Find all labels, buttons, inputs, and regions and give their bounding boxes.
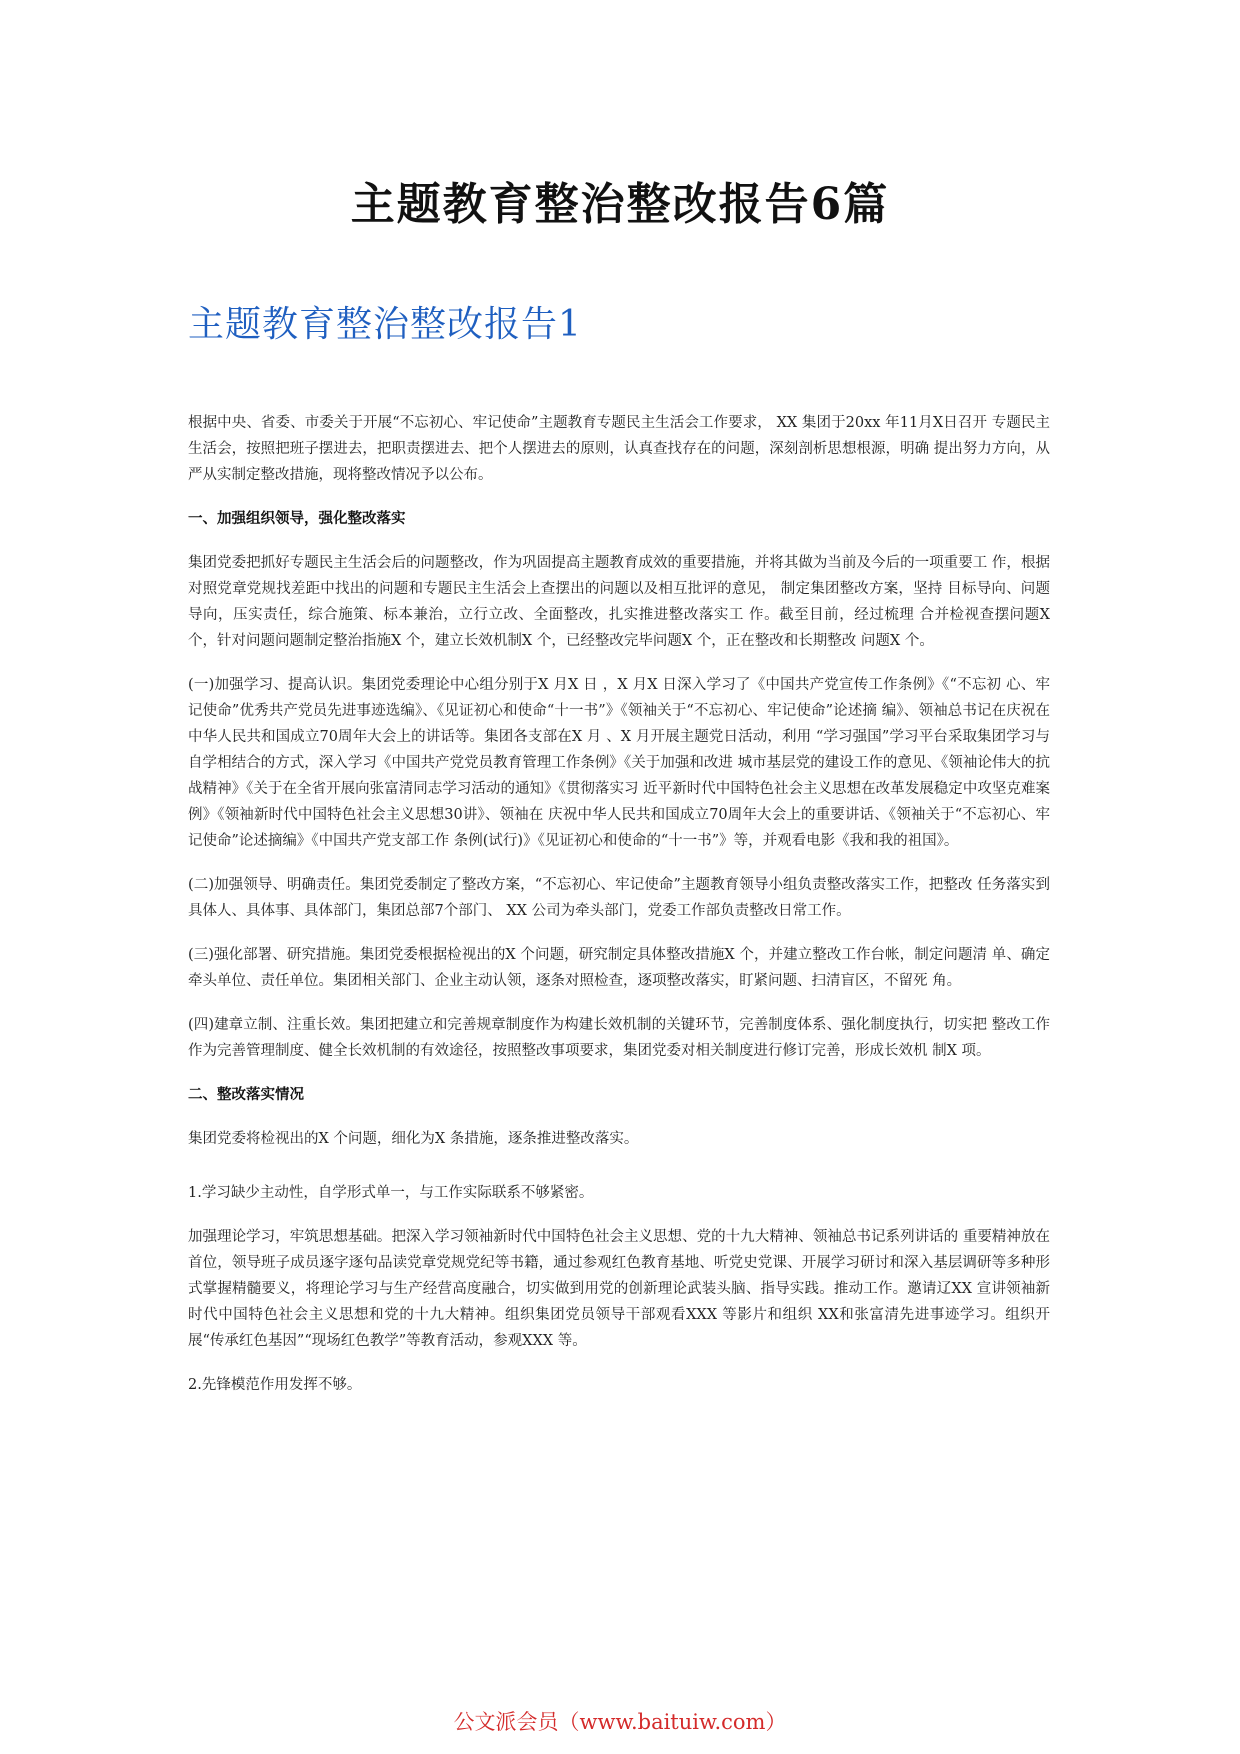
intro-paragraph: 根据中央、省委、市委关于开展“不忘初心、牢记使命”主题教育专题民主生活会工作要求， XX 集团于20xx 年11月X日召开 专题民主生活会，按照把班子摆进去，把职责摆进去、把个人摆进去的原则，认真查找存在的问题，深刻剖析思想根源，明确 提出努力方向，从严从实制定整改措施，现将整改情况予以公布。 (188, 415, 1050, 483)
paragraph-8: 加强理论学习，牢筑思想基础。把深入学习领袖新时代中国特色社会主义思想、党的十九大精神、领袖总书记系列讲话的 重要精神放在首位，领导班子成员逐字逐句品读党章党规党纪等书籍，通过参观红色教育基地、听党史党课、开展学习研讨和深入基层调研等多种形式掌握精髓要义，将理论学习与生产经营高度融合，切实做到用党的创新理论武装头脑、指导实践。推动工作。邀请辽XX 宣讲领袖新时代中国特色社会主义思想和党的十九大精神。组织集团党员领导干部观看XXX 等影片和组织 XX和张富清先进事迹学习。组织开展“传承红色基因”“现场红色教学”等教育活动，参观XXX 等。 (188, 1229, 1050, 1349)
section-heading-2: 二、整改落实情况 (188, 1087, 304, 1103)
document-title: 主题教育整治整改报告6篇 (350, 179, 890, 230)
section-heading-1: 一、加强组织领导，强化整改落实 (188, 511, 406, 527)
paragraph-3: (二)加强领导、明确责任。集团党委制定了整改方案，“不忘初心、牢记使命”主题教育领导小组负责整改落实工作，把整改 任务落实到具体人、具体事、具体部门，集团总部7个部门、 XX 公司为牵头部门，党委工作部负责整改日常工作。 (188, 877, 1050, 919)
document-body (188, 410, 1050, 1416)
paragraph-4: (三)强化部署、研究措施。集团党委根据检视出的X 个问题，研究制定具体整改措施X 个，并建立整改工作台帐，制定问题清 单、确定牵头单位、责任单位。集团相关部门、企业主动认领，逐条对照检查，逐项整改落实，盯紧问题、扫清盲区，不留死 角。 (188, 947, 1050, 989)
list-item-1: 1.学习缺少主动性，自学形式单一，与工作实际联系不够紧密。 (188, 1185, 594, 1201)
section-title: 主题教育整治整改报告1 (188, 304, 582, 345)
paragraph-6: 集团党委将检视出的X 个问题，细化为X 条措施，逐条推进整改落实。 (188, 1131, 639, 1147)
paragraph-2: (一)加强学习、提高认识。集团党委理论中心组分别于X 月X 日 ，X 月X 日深入学习了《中国共产党宣传工作条例》《“不忘初 心、牢记使命”优秀共产党员先进事迹选编》、《见证初心和使命“十一书”》《领袖关于“不忘初心、牢记使命”论述摘 编》、领袖总书记在庆祝在中华人民共和国成立70周年大会上的讲话等。集团各支部在X 月 、X 月开展主题党日活动，利用 “学习强国”学习平台采取集团学习与自学相结合的方式，深入学习《中国共产党党员教育管理工作条例》《关于加强和改进 城市基层党的建设工作的意见、《领袖论伟大的抗战精神》《关于在全省开展向张富清同志学习活动的通知》《贯彻落实习 近平新时代中国特色社会主义思想在改革发展稳定中攻坚克难案例》《领袖新时代中国特色社会主义思想30讲》、领袖在 庆祝中华人民共和国成立70周年大会上的重要讲话、《领袖关于“不忘初心、牢记使命”论述摘编》《中国共产党支部工作 条例(试行)》《见证初心和使命的“十一书”》等，并观看电影《我和我的祖国》。 (188, 677, 1050, 849)
footer-watermark: 公文派会员（www.baituiw.com） (453, 1710, 787, 1734)
paragraph-5: (四)建章立制、注重长效。集团把建立和完善规章制度作为构建长效机制的关键环节，完善制度体系、强化制度执行，切实把 整改工作作为完善管理制度、健全长效机制的有效途径，按照整改事项要求，集团党委对相关制度进行修订完善，形成长效机 制X 项。 (188, 1017, 1050, 1059)
paragraph-1: 集团党委把抓好专题民主生活会后的问题整改，作为巩固提高主题教育成效的重要措施，并将其做为当前及今后的一项重要工 作，根据对照党章党规找差距中找出的问题和专题民主生活会上查摆出的问题以及相互批评的意见， 制定集团整改方案，坚持 目标导向、问题导向，压实责任，综合施策、标本兼治，立行立改、全面整改，扎实推进整改落实工 作。截至目前，经过梳理 合并检视查摆问题X 个，针对问题问题制定整治指施X 个，建立长效机制X 个，已经整改完毕问题X 个，正在整改和长期整改 问题X 个。 (188, 555, 1050, 649)
list-item-2: 2.先锋模范作用发挥不够。 (188, 1377, 362, 1393)
